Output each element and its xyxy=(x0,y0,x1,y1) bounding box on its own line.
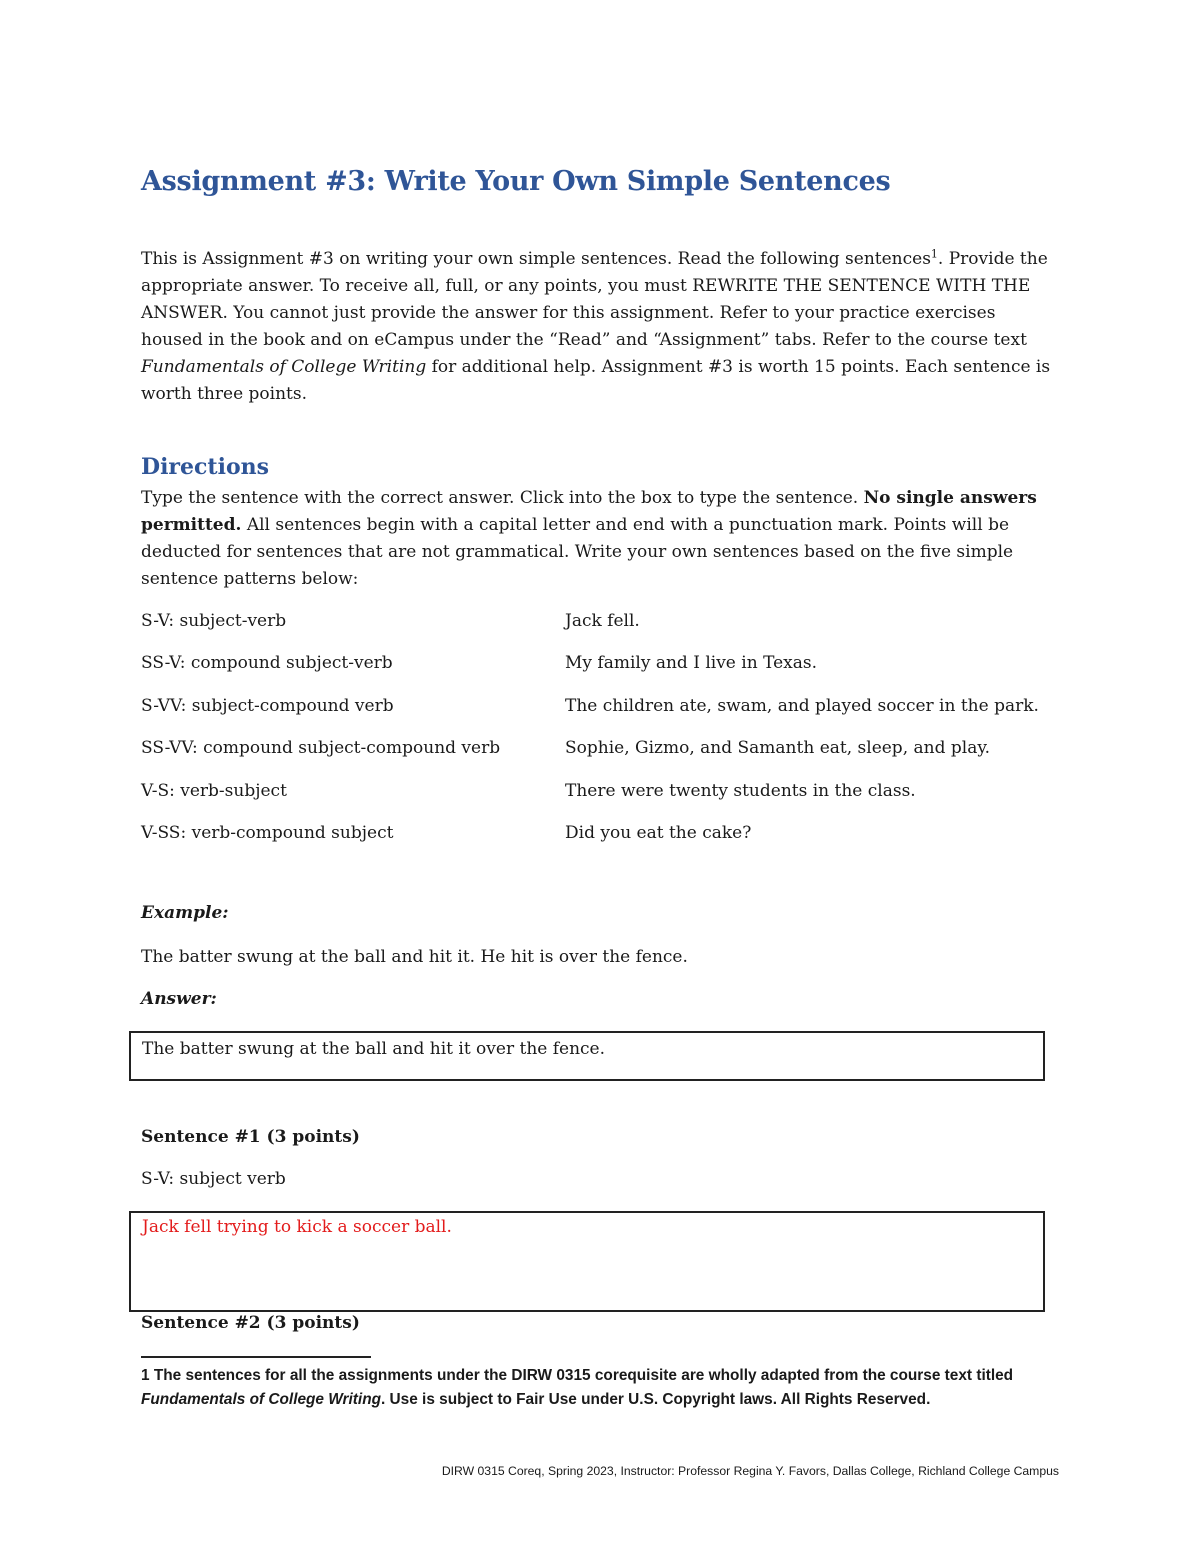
pattern-row xyxy=(141,608,1061,650)
pattern-row xyxy=(141,778,1061,820)
pattern-row xyxy=(141,693,1061,735)
pattern-example: Did you eat the cake? xyxy=(565,822,752,843)
intro-text-3: for additional help. Assignment #3 is worth 15 points. Each sentence is worth three points. xyxy=(141,357,1051,404)
pattern-name: SS-VV: compound subject-compound verb xyxy=(141,738,501,759)
footnote xyxy=(141,1364,1061,1412)
directions-text-2: All sentences begin with a capital letter and end with a punctuation mark. Points will be deducted for sentences that are not grammatical. Write your own sentences based on the five simple sentence patterns below: xyxy=(141,515,1014,589)
pattern-row xyxy=(141,820,1061,862)
example-label: Example: xyxy=(141,903,229,923)
pattern-example: There were twenty students in the class. xyxy=(565,780,916,801)
footnote-divider xyxy=(141,1356,371,1358)
page-title: Assignment #3: Write Your Own Simple Sentences xyxy=(141,166,891,197)
intro-text-1: This is Assignment #3 on writing your own simple sentences. Read the following sentences xyxy=(141,249,931,269)
intro-text-2: . Provide the appropriate answer. To receive all, full, or any points, you must REWRITE THE SENTENCE WITH THE ANSWER. You cannot just provide the answer for this assignment. Refer to your practice exercises housed in the book and on eCampus under the “Read” and “Assignment” tabs. Refer to the course text xyxy=(141,249,1048,350)
pattern-example: The children ate, swam, and played soccer in the park. xyxy=(565,695,1039,716)
example-sentence: The batter swung at the ball and hit it. He hit is over the fence. xyxy=(141,947,688,967)
sentence-2-label: Sentence #2 (3 points) xyxy=(141,1313,360,1333)
directions-heading: Directions xyxy=(141,454,269,480)
footnote-reference[interactable]: 1 xyxy=(930,247,938,261)
pattern-row xyxy=(141,650,1061,692)
sentence-1-pattern: S-V: subject verb xyxy=(141,1169,286,1189)
example-answer-box[interactable]: The batter swung at the ball and hit it over the fence. xyxy=(129,1031,1045,1081)
footnote-text-2: . Use is subject to Fair Use under U.S. Copyright laws. All Rights Reserved. xyxy=(381,1391,931,1408)
pattern-example: Sophie, Gizmo, and Samanth eat, sleep, and play. xyxy=(565,738,991,759)
answer-label: Answer: xyxy=(141,989,217,1009)
intro-book-title: Fundamentals of College Writing xyxy=(141,357,427,377)
pattern-name: V-SS: verb-compound subject xyxy=(141,822,394,843)
page-footer: DIRW 0315 Coreq, Spring 2023, Instructor: Professor Regina Y. Favors, Dallas College, Richland College Campus xyxy=(441,1464,1059,1478)
directions-bold-note: No single answers permitted. xyxy=(141,488,1037,535)
document-page xyxy=(141,0,1061,1553)
intro-paragraph xyxy=(141,246,1061,408)
directions-paragraph xyxy=(141,485,1051,593)
pattern-name: S-V: subject-verb xyxy=(141,611,287,631)
pattern-name: SS-V: compound subject-verb xyxy=(141,653,393,674)
pattern-row xyxy=(141,735,1061,777)
directions-text-1: Type the sentence with the correct answer. Click into the box to type the sentence. xyxy=(141,488,864,508)
sentence-1-label: Sentence #1 (3 points) xyxy=(141,1127,360,1147)
footnote-text-1: 1 The sentences for all the assignments under the DIRW 0315 corequisite are wholly adapted from the course text titled xyxy=(141,1367,1014,1384)
pattern-example: My family and I live in Texas. xyxy=(565,653,817,674)
sentence-patterns-list xyxy=(141,608,1061,862)
sentence-1-answer-box[interactable]: Jack fell trying to kick a soccer ball. xyxy=(129,1211,1045,1312)
pattern-example: Jack fell. xyxy=(565,611,640,631)
pattern-name: V-S: verb-subject xyxy=(141,780,287,801)
pattern-name: S-VV: subject-compound verb xyxy=(141,695,394,716)
footnote-book-title: Fundamentals of College Writing xyxy=(141,1391,381,1408)
